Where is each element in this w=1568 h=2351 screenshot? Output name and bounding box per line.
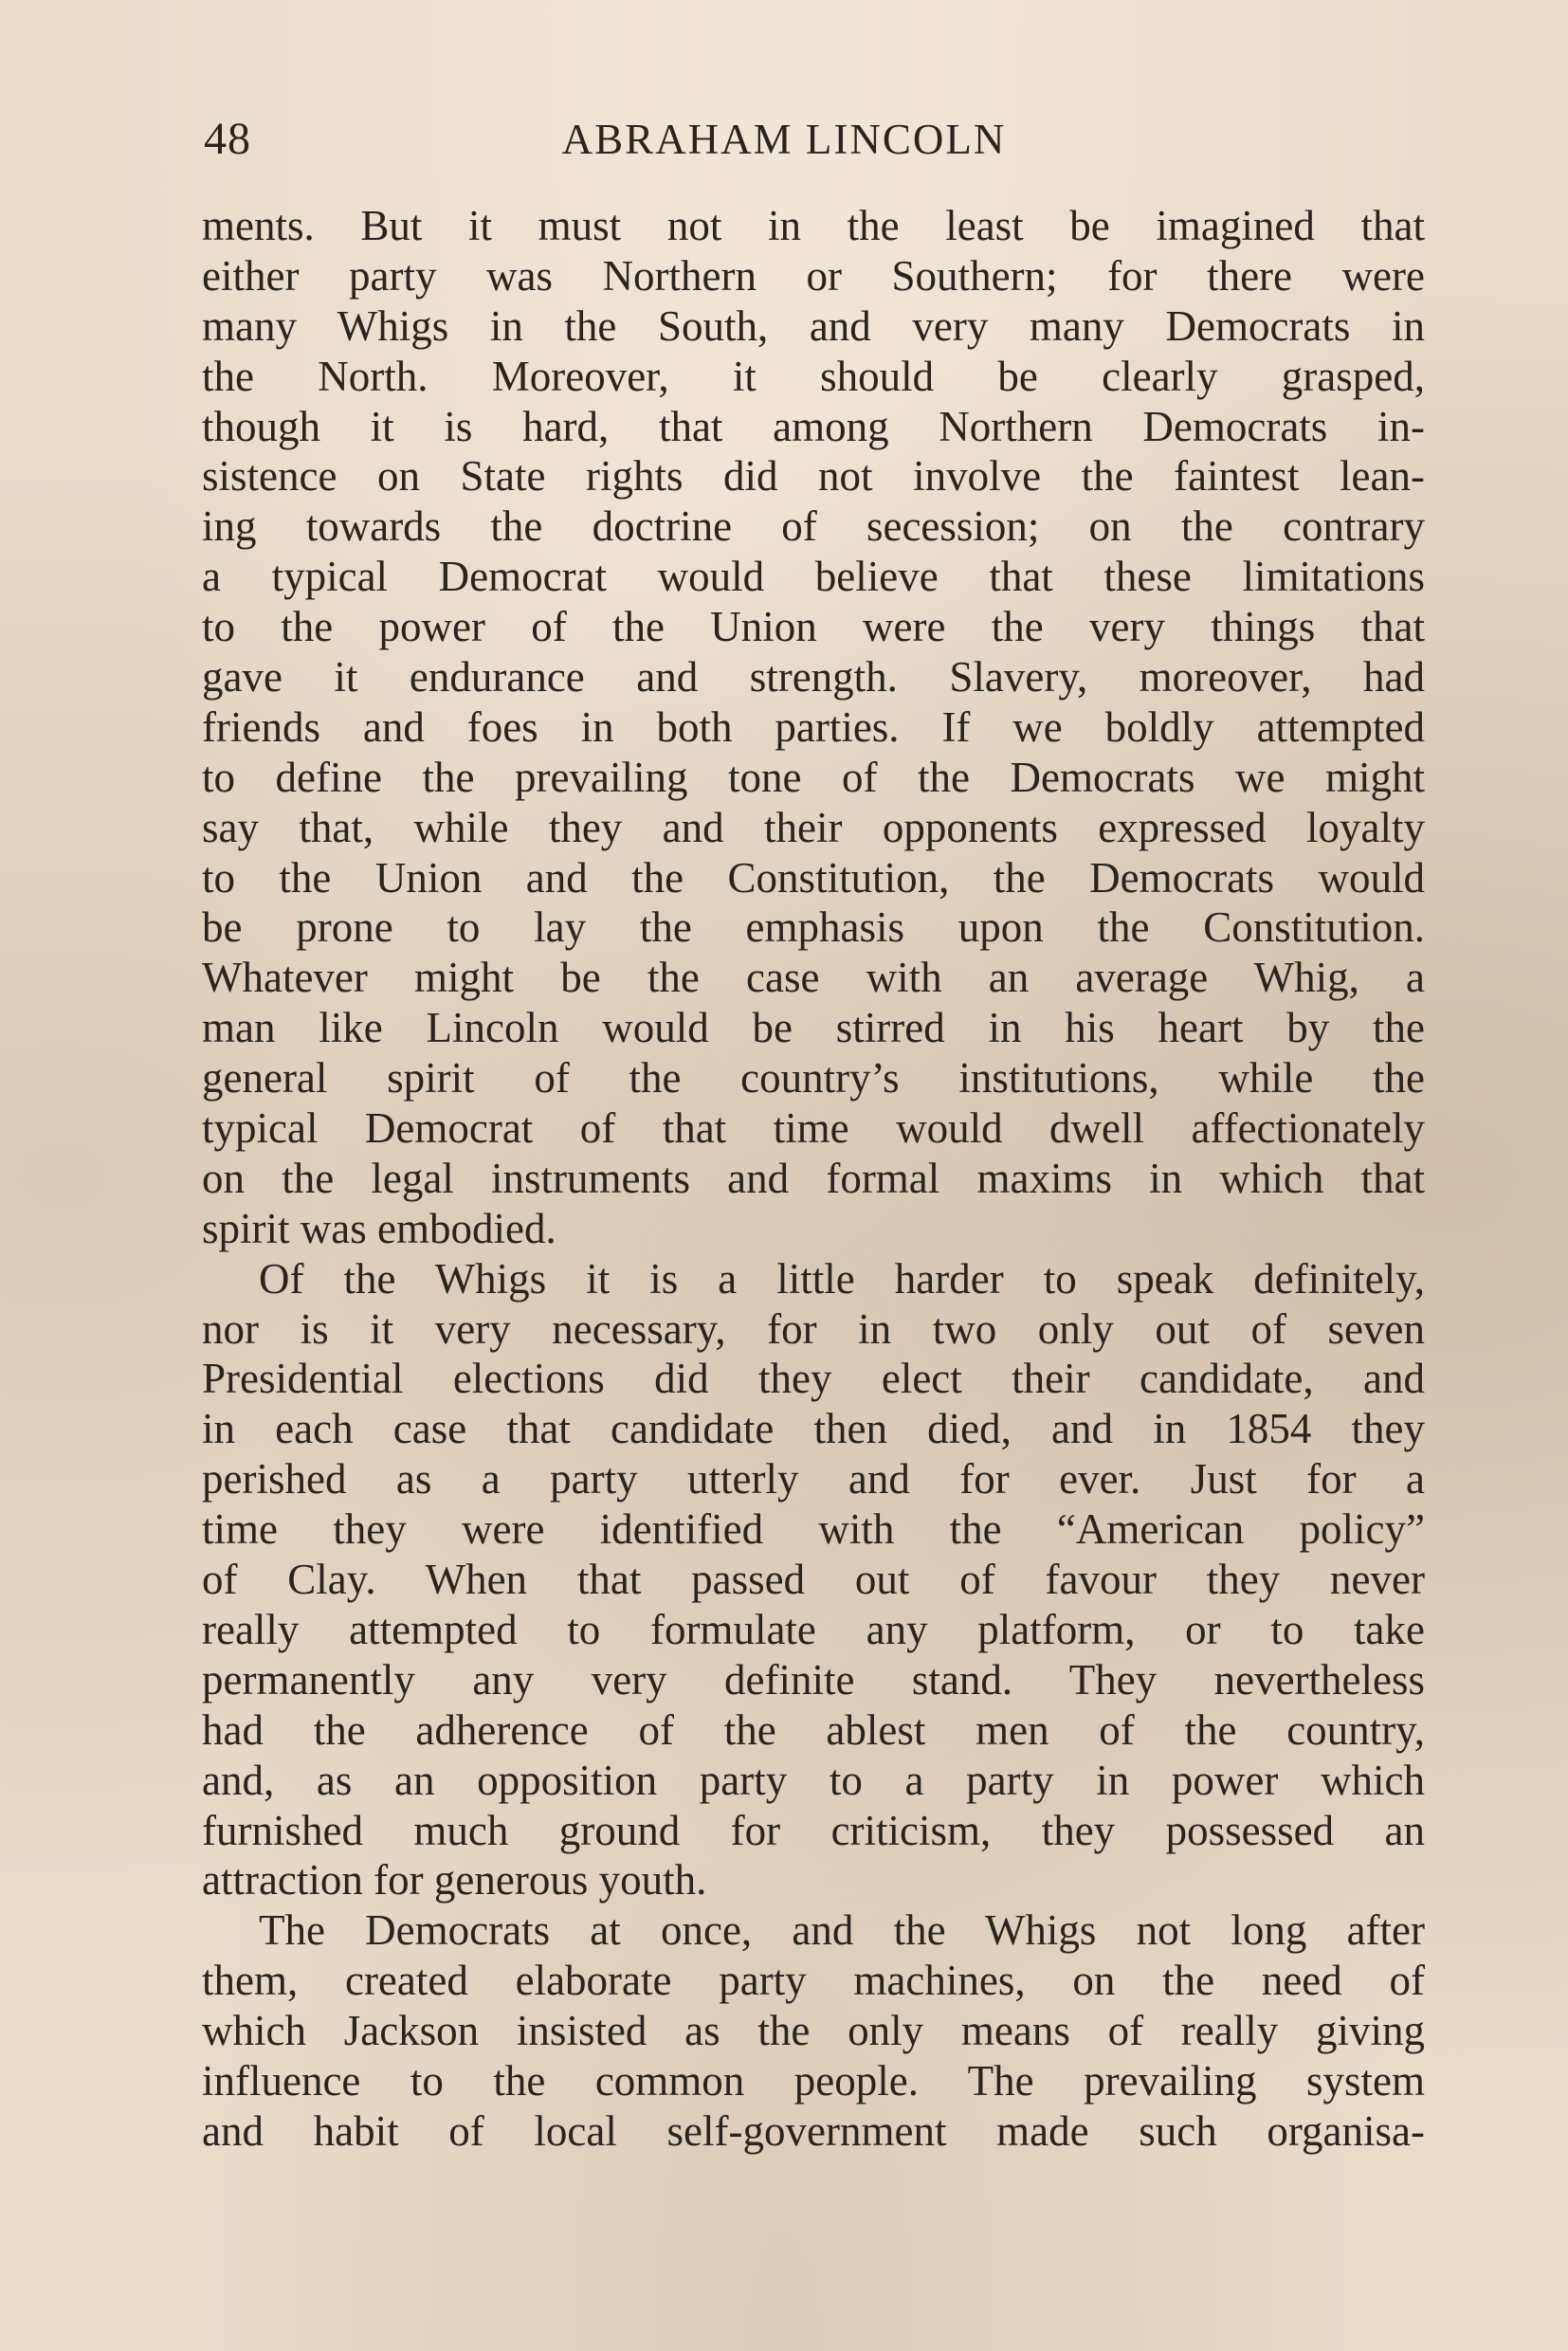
text-line: friends and foes in both parties. If we boldly attempted [202, 702, 1425, 751]
text-line: either party was Northern or Southern; for there were [202, 251, 1425, 300]
text-line: sistence on State rights did not involve the faintest lean- [202, 452, 1425, 501]
text-line: furnished much ground for criticism, they possessed an [202, 1806, 1425, 1854]
text-line: them, created elaborate party machines, on the need of [202, 1957, 1425, 2005]
text-line: ments. But it must not in the least be imagined that [202, 202, 1425, 249]
text-line: many Whigs in the South, and very many Democrats in [202, 301, 1425, 350]
text-line: to define the prevailing tone of the Democrats we might [202, 753, 1425, 801]
text-line: on the legal instruments and formal maxims in which that [202, 1154, 1425, 1202]
text-line: be prone to lay the emphasis upon the Constitution. [202, 903, 1425, 952]
text-line: and habit of local self-government made such organisa- [202, 2106, 1425, 2155]
text-line: The Democrats at once, and the Whigs not long after [259, 1906, 1425, 1955]
text-line: Of the Whigs it is a little harder to speak definitely, [259, 1254, 1425, 1303]
page-number: 48 [204, 114, 251, 164]
text-line: of Clay. When that passed out of favour they never [202, 1556, 1425, 1604]
body-text [202, 201, 1425, 2157]
text-line: Presidential elections did they elect their candidate, and [202, 1355, 1425, 1403]
text-line: to the power of the Union were the very things that [202, 603, 1425, 651]
text-line: a typical Democrat would believe that these limitations [202, 553, 1425, 601]
text-line: had the adherence of the ablest men of the country, [202, 1705, 1425, 1754]
text-line: really attempted to formulate any platform, or to take [202, 1605, 1425, 1653]
text-line: and, as an opposition party to a party in power which [202, 1756, 1425, 1804]
running-head: ABRAHAM LINCOLN [561, 116, 1007, 163]
text-line: influence to the common people. The prevailing system [202, 2056, 1425, 2105]
text-line: perished as a party utterly and for ever. Just for a [202, 1455, 1425, 1504]
text-line: in each case that candidate then died, and in 1854 they [202, 1405, 1425, 1453]
text-line: the North. Moreover, it should be clearly grasped, [202, 352, 1425, 400]
text-line: nor is it very necessary, for in two only out of seven [202, 1304, 1425, 1353]
text-line: spirit was embodied. [202, 1204, 556, 1252]
text-line: man like Lincoln would be stirred in his heart by the [202, 1004, 1425, 1052]
text-line: permanently any very definite stand. They nevertheless [202, 1655, 1425, 1704]
text-line: though it is hard, that among Northern Democrats in- [202, 402, 1425, 450]
text-line: to the Union and the Constitution, the Democrats would [202, 853, 1425, 902]
text-line: time they were identified with the “American policy” [202, 1505, 1425, 1554]
text-line: which Jackson insisted as the only means of really giving [202, 2007, 1425, 2055]
text-line: say that, while they and their opponents expressed loyalty [202, 803, 1425, 851]
text-line: gave it endurance and strength. Slavery, moreover, had [202, 653, 1425, 702]
text-line: general spirit of the country’s institutions, while the [202, 1054, 1425, 1103]
text-line: attraction for generous youth. [202, 1856, 707, 1904]
text-line: Whatever might be the case with an average Whig, a [202, 954, 1425, 1002]
text-line: ing towards the doctrine of secession; on the contrary [202, 502, 1425, 551]
text-line: typical Democrat of that time would dwell affectionately [202, 1104, 1425, 1153]
